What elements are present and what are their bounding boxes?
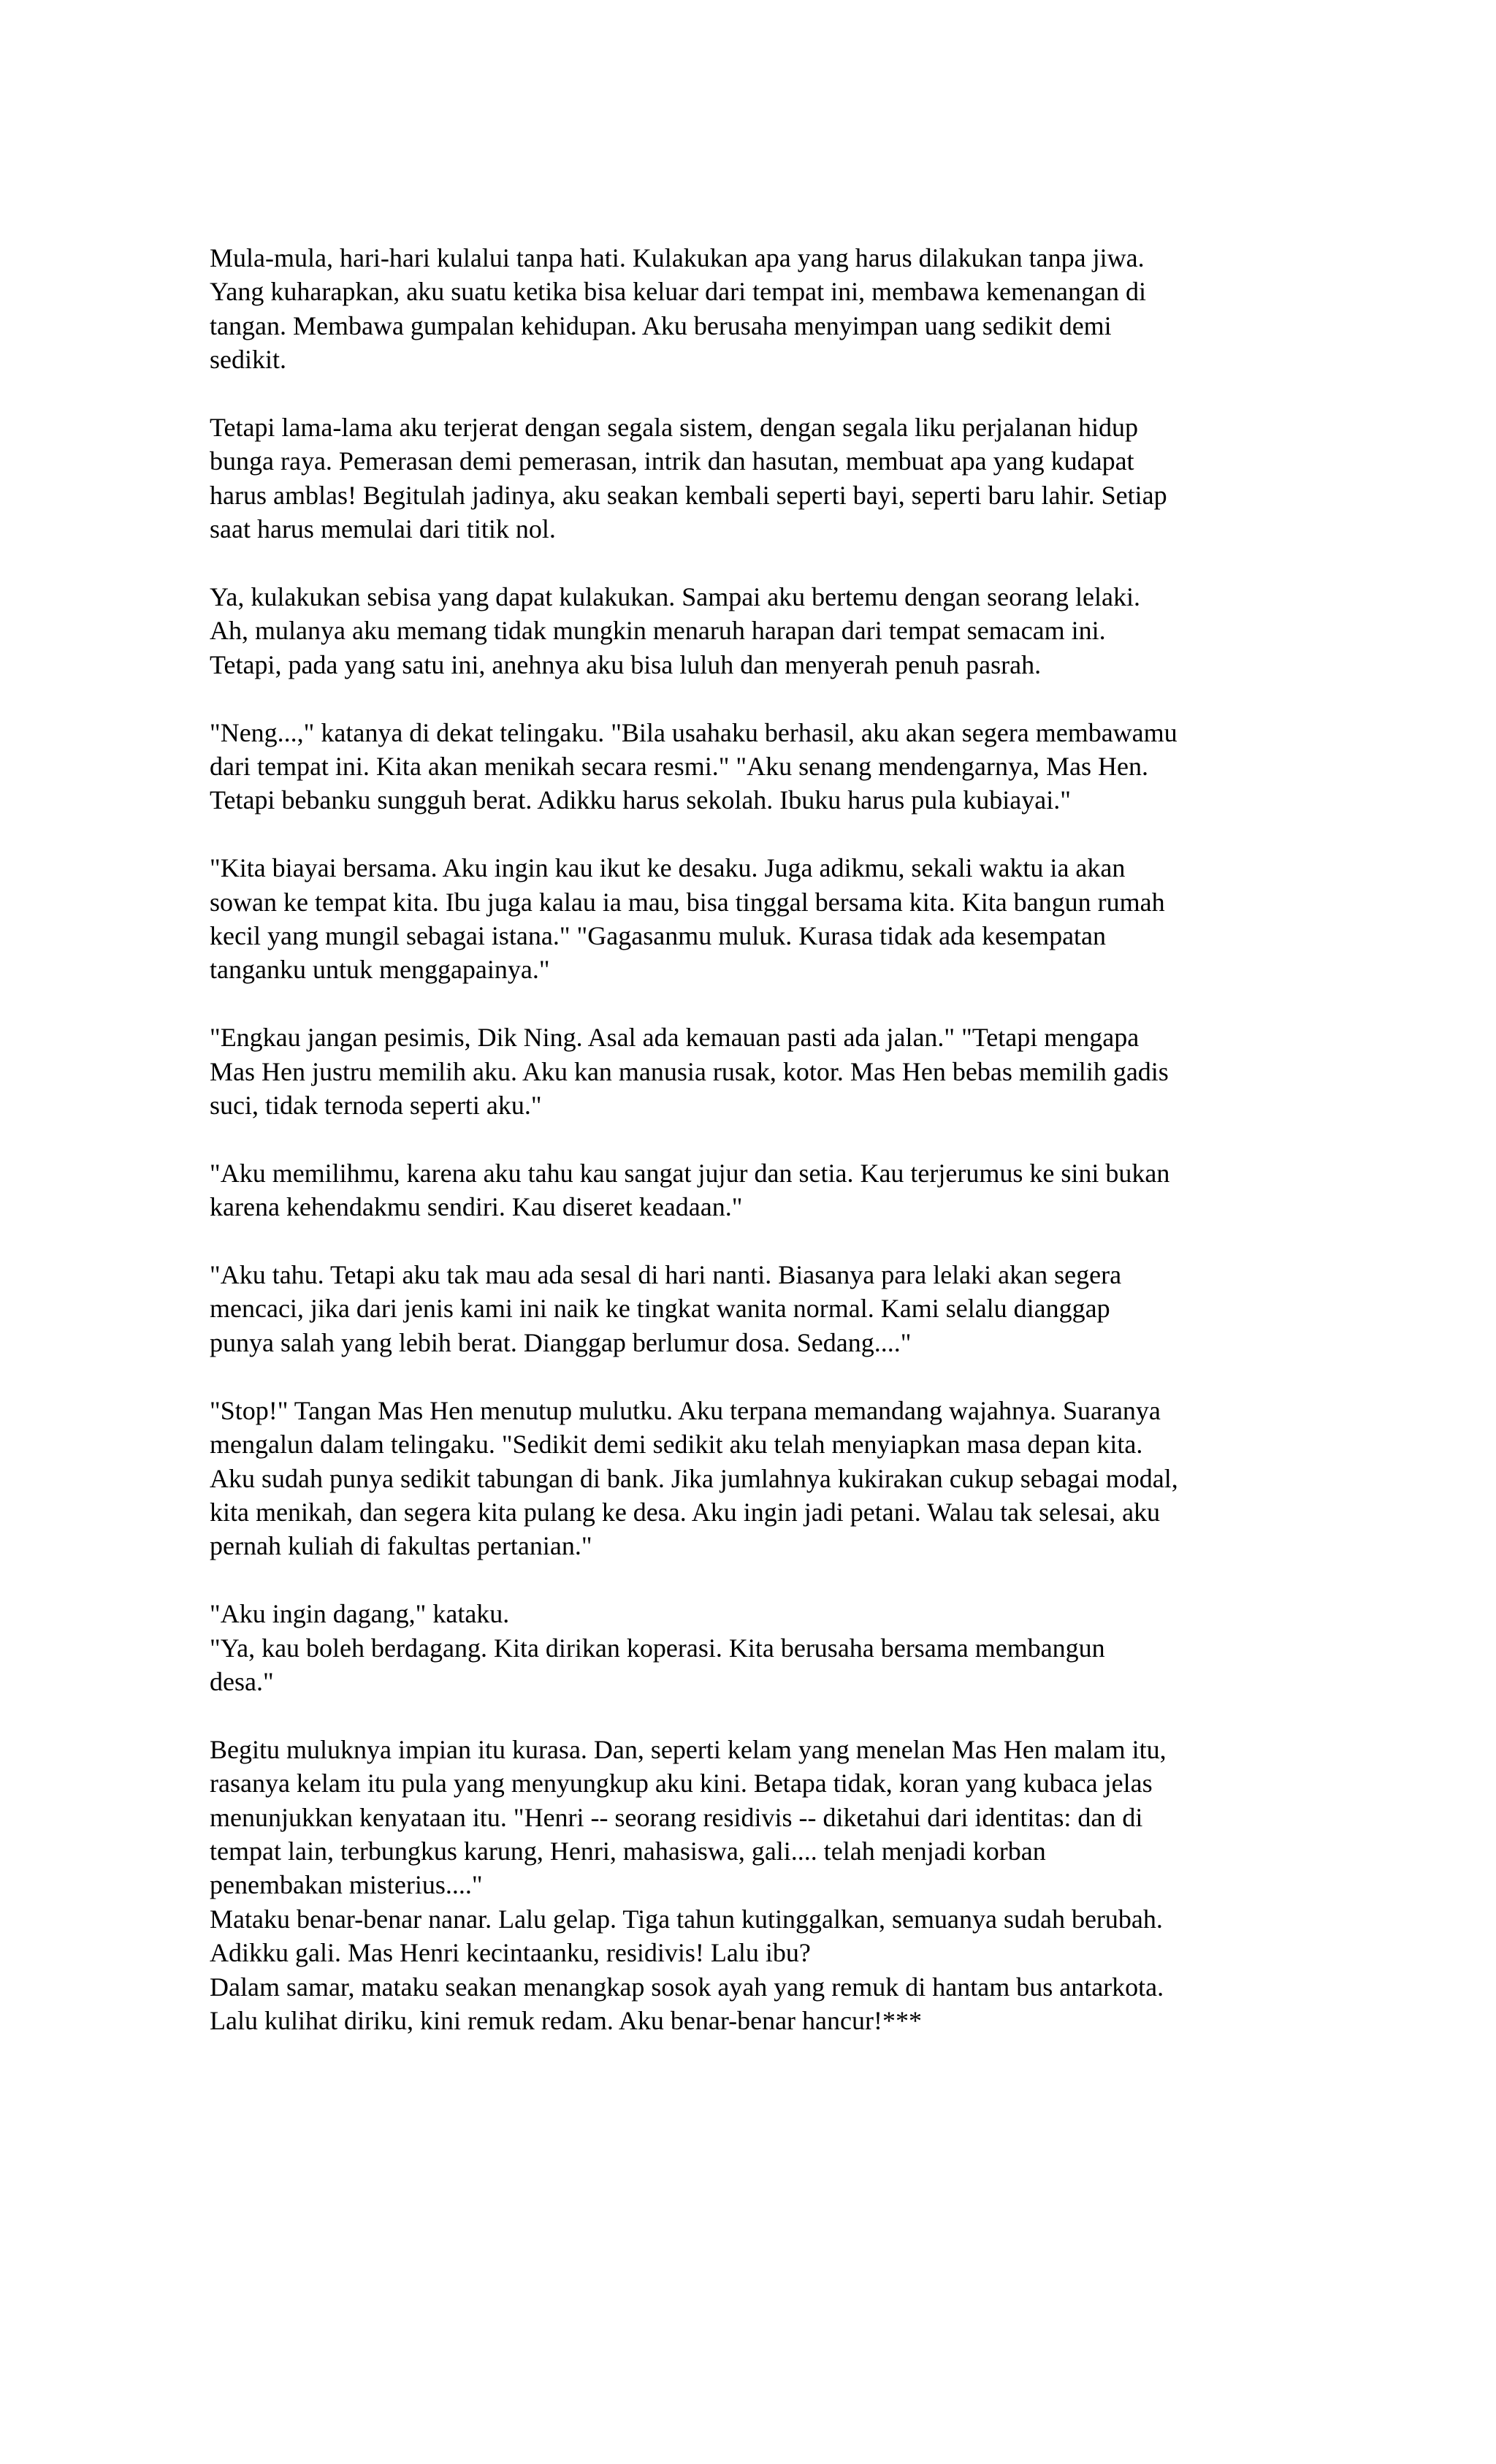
text-line: Tetapi lama-lama aku terjerat dengan segala sistem, dengan segala liku perjalanan hidup	[210, 413, 1138, 443]
text-line: tanganku untuk menggapainya."	[210, 955, 550, 985]
text-line: Mula-mula, hari-hari kulalui tanpa hati. Kulakukan apa yang harus dilakukan tanpa jiwa.	[210, 243, 1145, 272]
paragraph-11	[210, 1733, 1305, 2038]
text-line: mencaci, jika dari jenis kami ini naik ke tingkat wanita normal. Kami selalu dianggap	[210, 1294, 1110, 1324]
text-line: sedikit.	[210, 345, 286, 375]
text-line: Aku sudah punya sedikit tabungan di bank. Jika jumlahnya kukirakan cukup sebagai modal,	[210, 1463, 1178, 1493]
story-text-body	[210, 241, 1305, 2072]
text-line: Ya, kulakukan sebisa yang dapat kulakukan. Sampai aku bertemu dengan seorang lelaki.	[210, 582, 1140, 612]
text-line: Dalam samar, mataku seakan menangkap sosok ayah yang remuk di hantam bus antarkota.	[210, 1972, 1164, 2002]
text-line: "Ya, kau boleh berdagang. Kita dirikan koperasi. Kita berusaha bersama membangun	[210, 1633, 1105, 1663]
text-line: Tetapi bebanku sungguh berat. Adikku harus sekolah. Ibuku harus pula kubiayai."	[210, 785, 1071, 815]
paragraph-3	[210, 580, 1305, 682]
text-line: suci, tidak ternoda seperti aku."	[210, 1091, 542, 1121]
text-line: "Stop!" Tangan Mas Hen menutup mulutku. Aku terpana memandang wajahnya. Suaranya	[210, 1395, 1161, 1425]
text-line: "Aku memilihmu, karena aku tahu kau sangat jujur dan setia. Kau terjerumus ke sini bukan	[210, 1158, 1170, 1188]
text-line: Mataku benar-benar nanar. Lalu gelap. Tiga tahun kutinggalkan, semuanya sudah berubah.	[210, 1904, 1163, 1934]
paragraph-1	[210, 241, 1305, 377]
text-line: "Aku tahu. Tetapi aku tak mau ada sesal di hari nanti. Biasanya para lelaki akan segera	[210, 1260, 1122, 1290]
text-line: "Kita biayai bersama. Aku ingin kau ikut ke desaku. Juga adikmu, sekali waktu ia akan	[210, 853, 1126, 883]
text-line: karena kehendakmu sendiri. Kau diseret keadaan."	[210, 1192, 743, 1222]
paragraph-5	[210, 851, 1305, 987]
paragraph-7	[210, 1156, 1305, 1224]
text-line: Ah, mulanya aku memang tidak mungkin menaruh harapan dari tempat semacam ini.	[210, 616, 1106, 646]
text-line: "Neng...," katanya di dekat telingaku. "Bila usahaku berhasil, aku akan segera membawamu	[210, 717, 1178, 747]
text-line: Tetapi, pada yang satu ini, anehnya aku bisa luluh dan menyerah penuh pasrah.	[210, 649, 1042, 679]
text-line: saat harus memulai dari titik nol.	[210, 514, 556, 544]
paragraph-9	[210, 1394, 1305, 1563]
paragraph-8	[210, 1258, 1305, 1359]
text-line: sowan ke tempat kita. Ibu juga kalau ia mau, bisa tinggal bersama kita. Kita bangun rumah	[210, 887, 1165, 917]
text-line: Mas Hen justru memilih aku. Aku kan manusia rusak, kotor. Mas Hen bebas memilih gadis	[210, 1056, 1169, 1086]
text-line: harus amblas! Begitulah jadinya, aku seakan kembali seperti bayi, seperti baru lahir. Setiap	[210, 480, 1167, 510]
text-line: kita menikah, dan segera kita pulang ke desa. Aku ingin jadi petani. Walau tak selesai, aku	[210, 1497, 1161, 1527]
paragraph-10	[210, 1597, 1305, 1698]
text-line: "Aku ingin dagang," kataku.	[210, 1599, 510, 1629]
text-line: dari tempat ini. Kita akan menikah secara resmi." "Aku senang mendengarnya, Mas Hen.	[210, 752, 1148, 782]
text-line: menunjukkan kenyataan itu. "Henri -- seorang residivis -- diketahui dari identitas: dan di	[210, 1802, 1143, 1832]
text-line: Lalu kulihat diriku, kini remuk redam. Aku benar-benar hancur!***	[210, 2005, 922, 2035]
text-line: mengalun dalam telingaku. "Sedikit demi sedikit aku telah menyiapkan masa depan kita.	[210, 1430, 1143, 1460]
text-line: pernah kuliah di fakultas pertanian."	[210, 1531, 592, 1561]
text-line: rasanya kelam itu pula yang menyungkup aku kini. Betapa tidak, koran yang kubaca jelas	[210, 1769, 1153, 1799]
text-line: Adikku gali. Mas Henri kecintaanku, residivis! Lalu ibu?	[210, 1938, 811, 1968]
text-line: penembakan misterius...."	[210, 1870, 483, 1900]
paragraph-4	[210, 716, 1305, 817]
paragraph-2	[210, 411, 1305, 546]
text-line: "Engkau jangan pesimis, Dik Ning. Asal ada kemauan pasti ada jalan." "Tetapi mengapa	[210, 1023, 1140, 1053]
text-line: Yang kuharapkan, aku suatu ketika bisa keluar dari tempat ini, membawa kemenangan di	[210, 277, 1146, 307]
text-line: tempat lain, terbungkus karung, Henri, mahasiswa, gali.... telah menjadi korban	[210, 1836, 1046, 1866]
text-line: tangan. Membawa gumpalan kehidupan. Aku berusaha menyimpan uang sedikit demi	[210, 310, 1112, 340]
text-line: desa."	[210, 1666, 274, 1696]
paragraph-6	[210, 1021, 1305, 1122]
text-line: Begitu muluknya impian itu kurasa. Dan, seperti kelam yang menelan Mas Hen malam itu,	[210, 1734, 1167, 1764]
text-line: bunga raya. Pemerasan demi pemerasan, intrik dan hasutan, membuat apa yang kudapat	[210, 446, 1134, 476]
text-line: punya salah yang lebih berat. Dianggap berlumur dosa. Sedang...."	[210, 1327, 912, 1357]
text-line: kecil yang mungil sebagai istana." "Gagasanmu muluk. Kurasa tidak ada kesempatan	[210, 921, 1107, 951]
